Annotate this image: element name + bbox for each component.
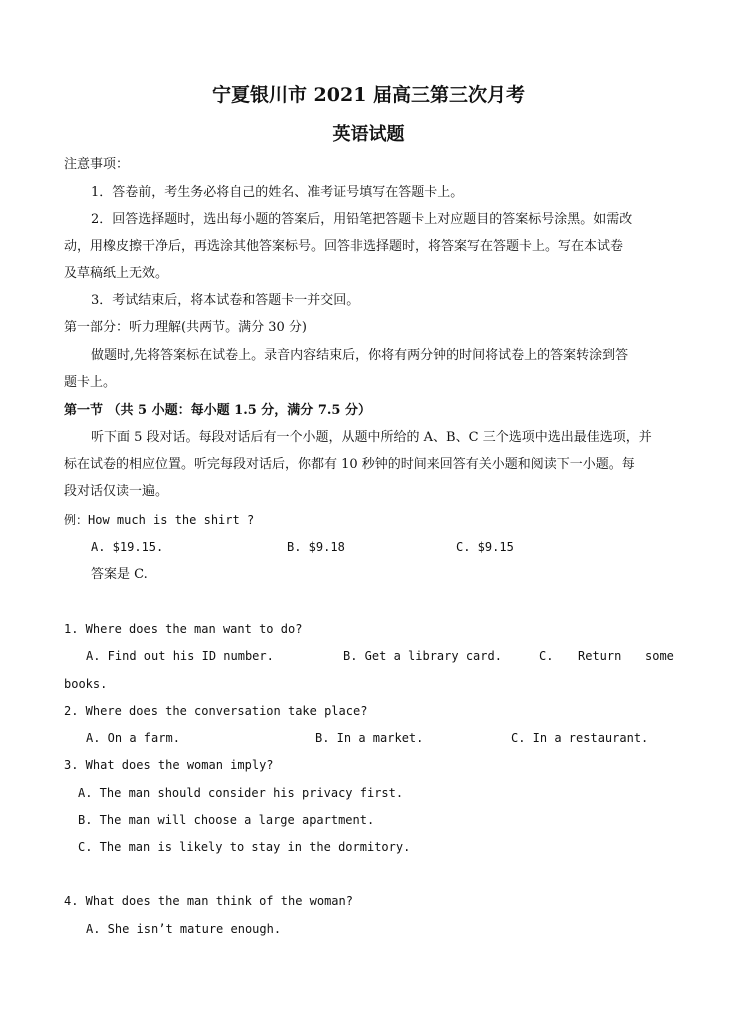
question-1-option-c-word-2: some [645,649,674,663]
question-4-stem: 4. What does the man think of the woman? [64,894,353,908]
note-item-2-line-2: 动，用橡皮擦干净后，再选涂其他答案标号。回答非选择题时，将答案写在答题卡上。写在本试卷 [64,239,624,254]
question-4-option-a: A. She isn’t mature enough. [86,922,282,936]
notes-heading: 注意事项： [64,157,130,172]
question-3-stem: 3. What does the woman imply? [64,758,274,772]
note-item-2-line-1: 2．回答选择题时，选出每小题的答案后，用铅笔把答题卡上对应题目的答案标号涂黑。如需改 [91,212,633,227]
question-1-stem: 1. Where does the man want to do? [64,622,303,636]
question-3-option-c: C. The man is likely to stay in the dormitory. [78,840,411,854]
question-2-stem: 2. Where does the conversation take place? [64,704,368,718]
example-option-c: C. $9.15 [456,540,514,554]
part1-instruction-line-2: 题卡上。 [64,375,117,390]
question-2-option-a: A. On a farm. [86,731,180,745]
question-1-continuation: books. [64,677,108,691]
section1-instruction-line-2: 标在试卷的相应位置。听完每段对话后，你都有 10 秒钟的时间来回答有关小题和阅读下一小题。每 [64,457,635,472]
question-3-option-a: A. The man should consider his privacy first. [78,786,404,800]
section1-instruction-line-3: 段对话仅读一遍。 [64,484,169,499]
note-item-3: 3．考试结束后，将本试卷和答题卡一并交回。 [91,293,360,308]
question-2-option-c: C. In a restaurant. [511,731,649,745]
question-1-option-c-letter: C. [539,649,554,663]
example-answer: 答案是 C. [91,567,148,582]
question-1-option-b: B. Get a library card. [343,649,502,663]
page-title: 宁夏银川市 2021 届高三第三次月考 [211,84,526,106]
part1-instruction-line-1: 做题时,先将答案标在试卷上。录音内容结束后，你将有两分钟的时间将试卷上的答案转涂到答 [91,348,629,363]
note-item-1: 1．答卷前，考生务必将自己的姓名、准考证号填写在答题卡上。 [91,185,464,200]
example-option-b: B. $9.18 [287,540,345,554]
question-1-option-c-word-1: Return [578,649,622,663]
page-subtitle: 英语试题 [332,124,405,145]
part1-heading: 第一部分：听力理解(共两节。满分 30 分) [64,320,307,335]
note-item-2-line-3: 及草稿纸上无效。 [64,266,169,281]
question-1-option-a: A. Find out his ID number. [86,649,274,663]
section1-heading: 第一节 （共 5 小题：每小题 1.5 分，满分 7.5 分） [64,403,371,418]
example-option-a: A. $19.15. [91,540,164,554]
section1-instruction-line-1: 听下面 5 段对话。每段对话后有一个小题，从题中所给的 A、B、C 三个选项中选出最佳选项，并 [91,430,652,445]
question-3-option-b: B. The man will choose a large apartment. [78,813,375,827]
example-question: 例：How much is the shirt ? [64,513,255,527]
question-2-option-b: B. In a market. [315,731,424,745]
